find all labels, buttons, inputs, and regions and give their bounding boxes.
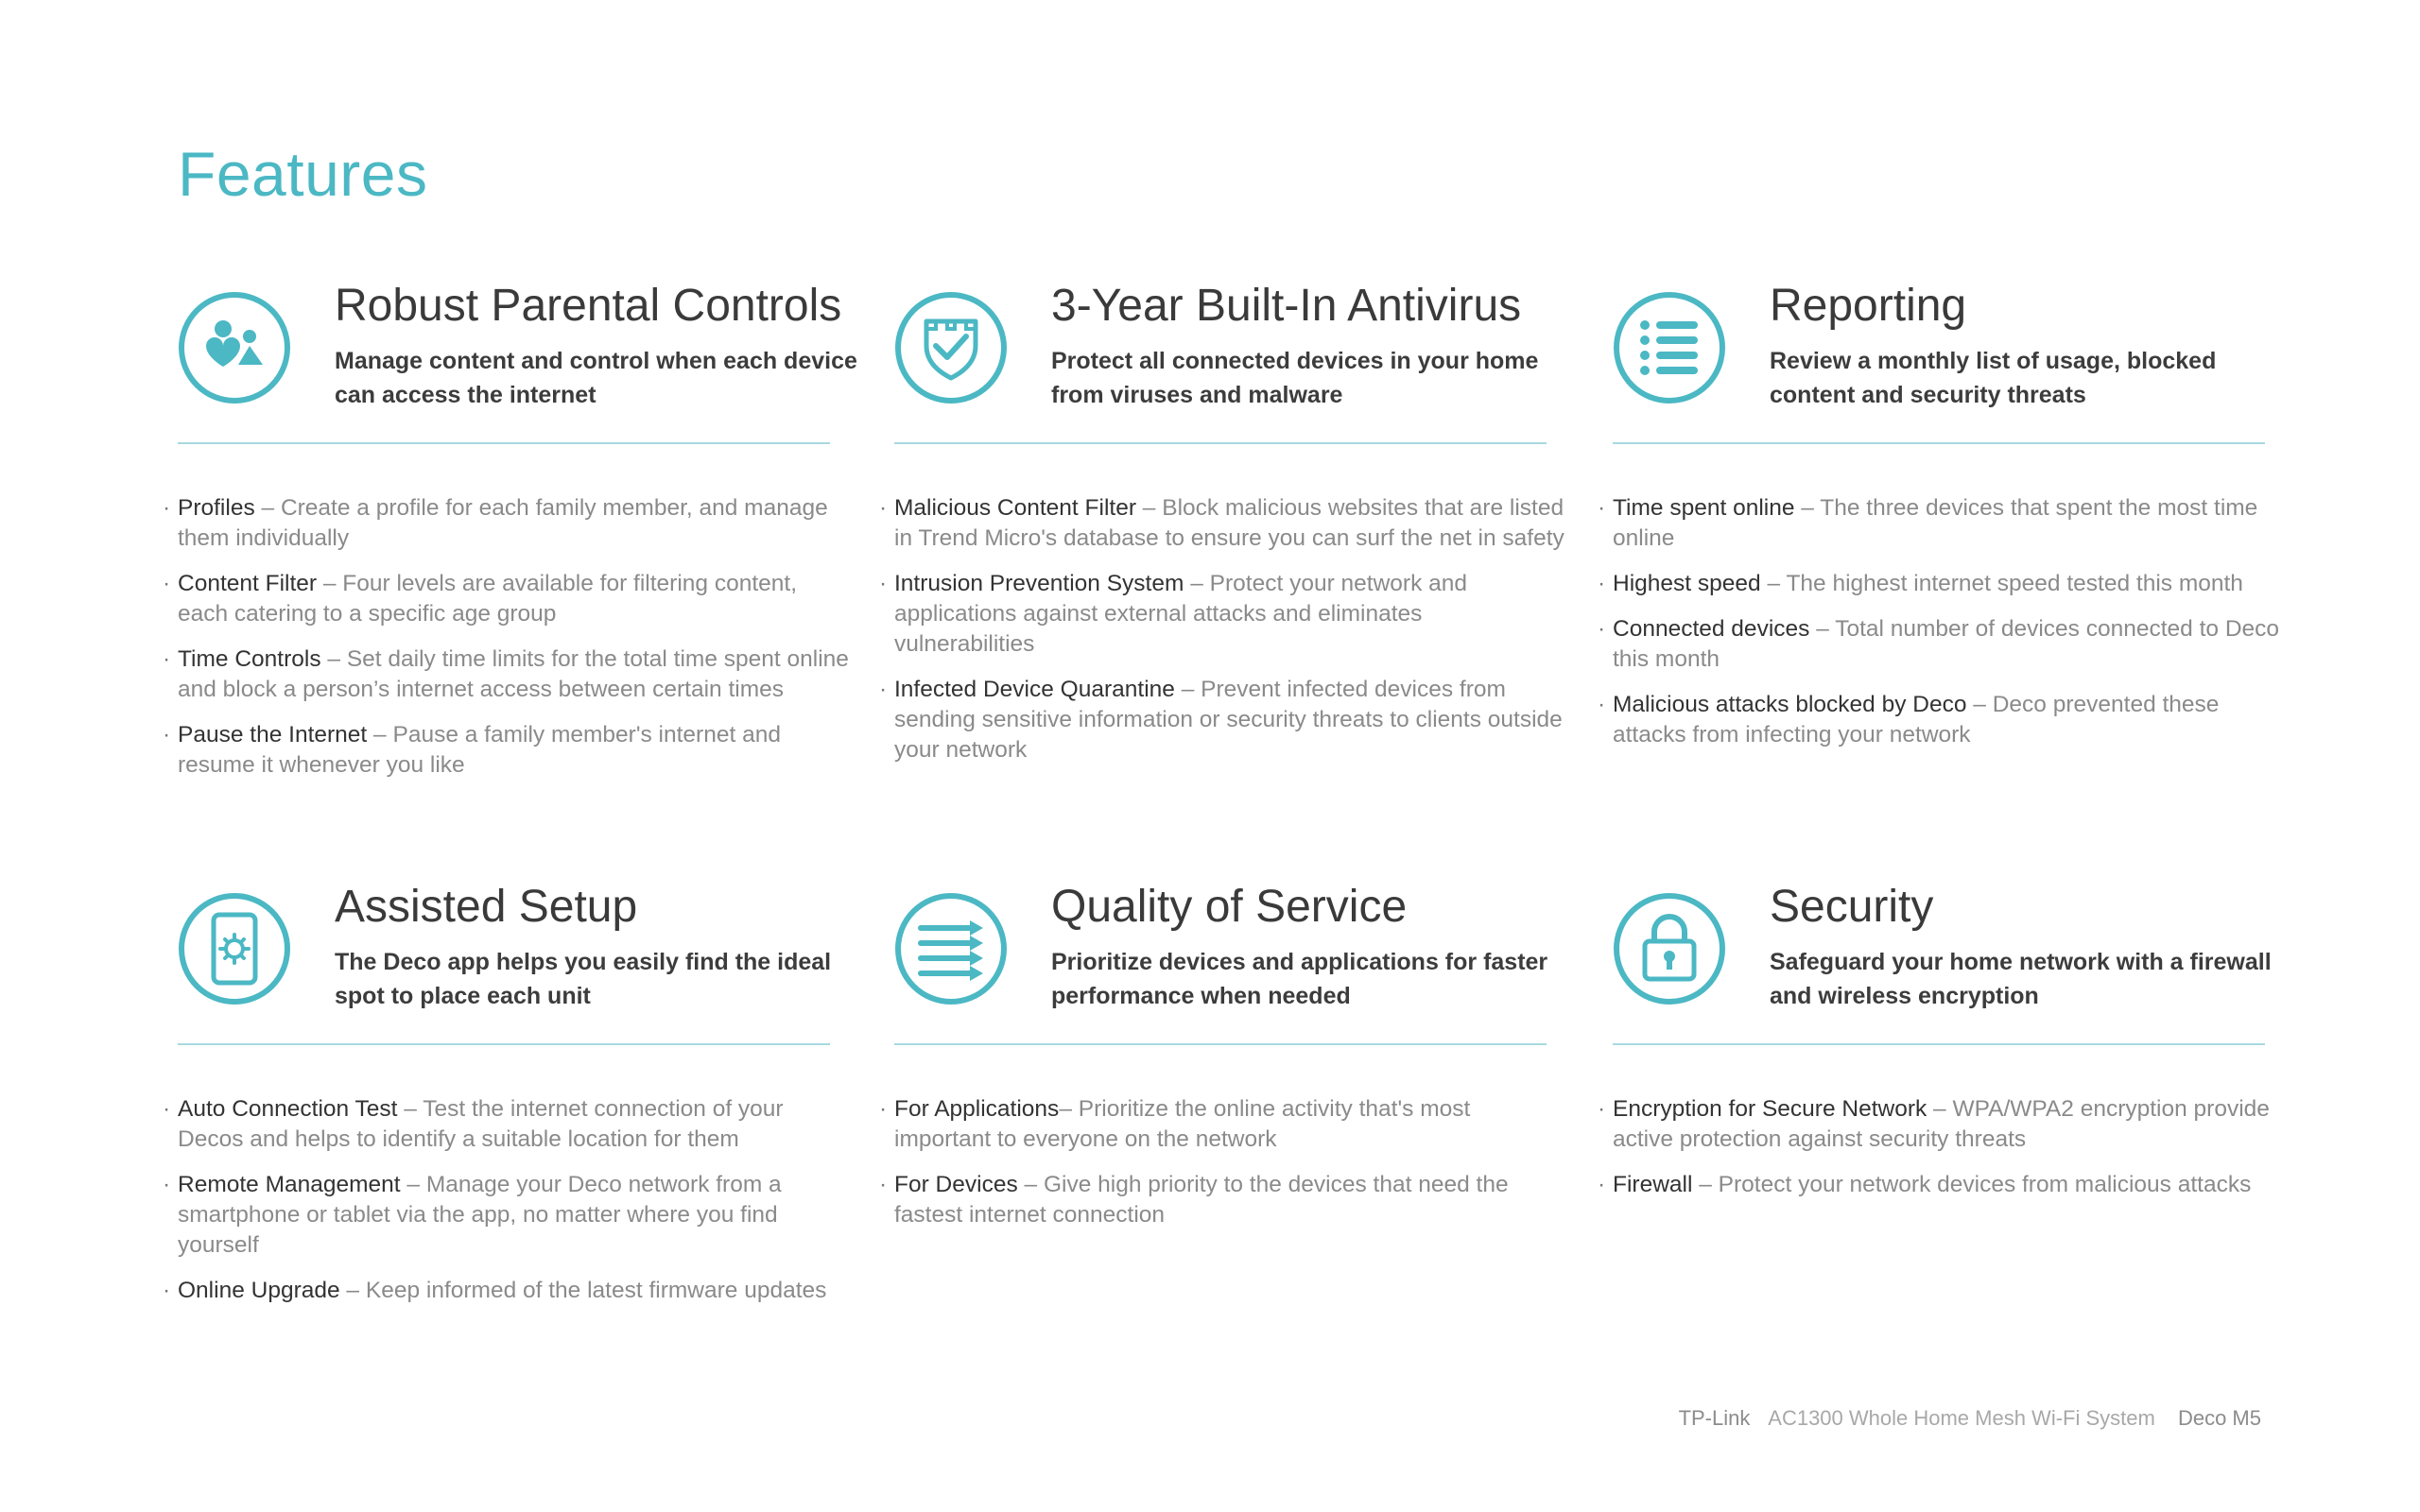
- item-description: – Deco prevented these attacks from infecting your network: [1613, 692, 2220, 747]
- list-item: [894, 493, 1575, 554]
- item-description: – Keep informed of the latest firmware updates: [339, 1278, 827, 1303]
- list-item: [894, 1170, 1575, 1230]
- item-description: – WPA/WPA2 encryption provide active protection against security threats: [1613, 1096, 2270, 1152]
- list-item: [894, 569, 1575, 660]
- feature-list: [894, 1094, 1575, 1246]
- item-term: Malicious Content Filter: [894, 495, 1136, 521]
- family-hearts-icon: [178, 291, 291, 404]
- card-title: Assisted Setup: [335, 882, 638, 932]
- item-description: – Pause a family member's internet and resume it whenever you like: [178, 722, 781, 778]
- card-subtitle: Safeguard your home network with a firewall and wireless encryption: [1770, 949, 2272, 1009]
- item-description: – Protect your network and applications against external attacks and eliminates vulnerabilities: [894, 571, 1468, 657]
- item-description: – Protect your network devices from malicious attacks: [1692, 1172, 2252, 1197]
- feature-card-antivirus: [894, 280, 1613, 763]
- list-item: [178, 1170, 858, 1261]
- page-footer: [1679, 1406, 2261, 1431]
- list-item: [178, 1276, 858, 1306]
- item-description: – Block malicious websites that are listed in Trend Micro's database to ensure you can surf the net in safety: [894, 495, 1564, 551]
- feature-card-security: [1613, 881, 2331, 1197]
- card-subtitle: Review a monthly list of usage, blocked content and security threats: [1770, 348, 2217, 408]
- feature-card-reporting: [1613, 280, 2331, 747]
- item-term: Time spent online: [1613, 495, 1795, 521]
- card-subtitle: Manage content and control when each device can access the internet: [335, 348, 857, 408]
- feature-card-qos: [894, 881, 1613, 1228]
- item-description: – Create a profile for each family member, and manage them individually: [178, 495, 828, 551]
- divider: [1613, 1043, 2265, 1045]
- arrows-right-icon: [894, 892, 1008, 1005]
- item-term: Intrusion Prevention System: [894, 571, 1184, 596]
- card-title: Robust Parental Controls: [335, 281, 842, 331]
- item-term: Remote Management: [178, 1172, 401, 1197]
- list-item: [1613, 1170, 2293, 1200]
- item-description: – The highest internet speed tested this month: [1760, 571, 2243, 596]
- item-term: For Devices: [894, 1172, 1018, 1197]
- item-description: – Four levels are available for filtering content, each catering to a specific age group: [178, 571, 798, 627]
- item-description: – Total number of devices connected to Deco this month: [1613, 616, 2280, 672]
- card-subtitle: The Deco app helps you easily find the ideal spot to place each unit: [335, 949, 832, 1009]
- item-description: – Manage your Deco network from a smartphone or tablet via the app, no matter where you find yourself: [178, 1172, 782, 1258]
- item-term: Online Upgrade: [178, 1278, 340, 1303]
- item-description: – Give high priority to the devices that need the fastest internet connection: [894, 1172, 1509, 1228]
- item-description: – Prevent infected devices from sending sensitive information or security threats to clients outside your network: [894, 677, 1563, 763]
- feature-card-parental-controls: [178, 280, 896, 778]
- list-item: [1613, 569, 2293, 599]
- card-title: 3-Year Built-In Antivirus: [1051, 281, 1522, 331]
- item-description: – Prioritize the online activity that's most important to everyone on the network: [894, 1096, 1471, 1152]
- list-item: [894, 1094, 1575, 1155]
- item-description: – Test the internet connection of your Decos and helps to identify a suitable location for them: [178, 1096, 784, 1152]
- list-item: [178, 569, 858, 629]
- divider: [178, 442, 830, 444]
- item-term: Connected devices: [1613, 616, 1810, 642]
- feature-list: [1613, 493, 2293, 765]
- card-title: Security: [1770, 882, 1934, 932]
- item-description: – The three devices that spent the most time online: [1613, 495, 2258, 551]
- divider: [894, 442, 1547, 444]
- card-title: Quality of Service: [1051, 882, 1408, 932]
- feature-list: [1613, 1094, 2293, 1215]
- list-item: [178, 720, 858, 781]
- divider: [178, 1043, 830, 1045]
- shield-check-icon: [894, 291, 1008, 404]
- list-item: [1613, 493, 2293, 554]
- item-term: Time Controls: [178, 646, 321, 672]
- list-item: [178, 644, 858, 705]
- card-subtitle: Prioritize devices and applications for faster performance when needed: [1051, 949, 1548, 1009]
- item-description: – Set daily time limits for the total time spent online and block a person’s internet access between certain times: [178, 646, 849, 702]
- phone-gear-icon: [178, 892, 291, 1005]
- list-icon: [1613, 291, 1726, 404]
- item-term: Content Filter: [178, 571, 318, 596]
- footer-product: AC1300 Whole Home Mesh Wi-Fi System: [1768, 1406, 2155, 1430]
- footer-brand: TP-Link: [1678, 1406, 1751, 1430]
- item-term: Auto Connection Test: [178, 1096, 398, 1122]
- item-term: Malicious attacks blocked by Deco: [1613, 692, 1967, 717]
- card-subtitle: Protect all connected devices in your home from viruses and malware: [1051, 348, 1539, 408]
- list-item: [894, 675, 1575, 765]
- item-term: Encryption for Secure Network: [1613, 1096, 1927, 1122]
- feature-list: [894, 493, 1575, 781]
- feature-list: [178, 493, 858, 796]
- item-term: Infected Device Quarantine: [894, 677, 1175, 702]
- feature-list: [178, 1094, 858, 1321]
- item-term: Firewall: [1613, 1172, 1693, 1197]
- divider: [1613, 442, 2265, 444]
- list-item: [1613, 1094, 2293, 1155]
- list-item: [1613, 690, 2293, 750]
- card-title: Reporting: [1770, 281, 1967, 331]
- item-term: Highest speed: [1613, 571, 1761, 596]
- padlock-icon: [1613, 892, 1726, 1005]
- list-item: [178, 1094, 858, 1155]
- feature-card-assisted-setup: [178, 881, 896, 1303]
- item-term: Pause the Internet: [178, 722, 368, 747]
- list-item: [178, 493, 858, 554]
- page-title: Features: [178, 139, 428, 209]
- item-term: Profiles: [178, 495, 255, 521]
- divider: [894, 1043, 1547, 1045]
- item-term: For Applications: [894, 1096, 1060, 1122]
- footer-model: Deco M5: [2177, 1406, 2261, 1430]
- list-item: [1613, 614, 2293, 675]
